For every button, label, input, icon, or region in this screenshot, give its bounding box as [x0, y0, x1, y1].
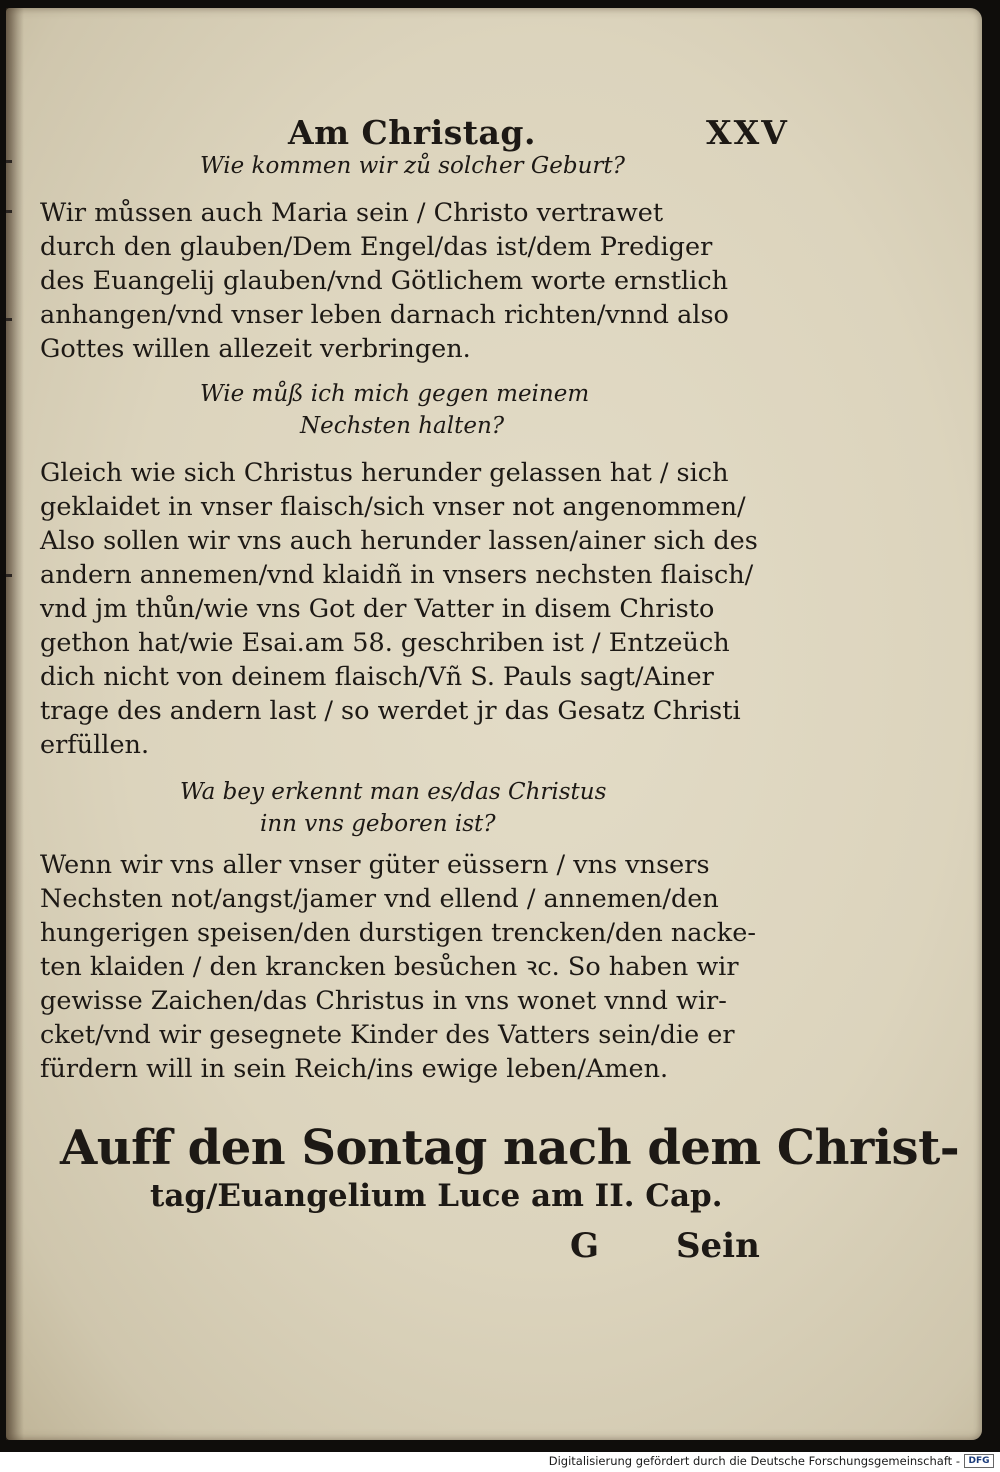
text-line: fürdern will in sein Reich/ins ewige leben/Amen.	[40, 1054, 669, 1084]
text-line: Gottes willen allezeit verbringen.	[40, 334, 471, 364]
text-line: gethon hat/wie Esai.am 58. geschriben ist / Entzeüch	[40, 628, 730, 658]
text-line: erfüllen.	[40, 730, 150, 760]
text-line: Wir můssen auch Maria sein / Christo vertrawet	[40, 198, 664, 228]
text-line: ten klaiden / den krancken besůchen ꝛc. So haben wir	[40, 952, 739, 982]
text-line: Nechsten halten?	[300, 413, 505, 439]
text-line: Wie můß ich mich gegen meinem	[200, 381, 590, 407]
text-line: Nechsten not/angst/jamer vnd ellend / annemen/den	[40, 884, 719, 914]
section-heading: Auff den Sontag nach dem Christ-	[60, 1120, 960, 1176]
text-line: Wenn wir vns aller vnser güter eüssern / vns vnsers	[40, 850, 710, 880]
text-line: Wa bey erkennt man es/das Christus	[180, 779, 607, 805]
text-line: geklaidet in vnser flaisch/sich vnser not angenommen/	[40, 492, 746, 522]
text-line: dich nicht von deinem flaisch/Vñ S. Pauls sagt/Ainer	[40, 662, 714, 692]
margin-mark	[6, 574, 12, 577]
question-heading: Wie kommen wir zů solcher Geburt?	[200, 153, 625, 179]
page-folio: XXV	[706, 113, 789, 152]
question-heading	[180, 776, 606, 840]
text-line: anhangen/vnd vnser leben darnach richten/vnnd also	[40, 300, 729, 330]
text-line: cket/vnd wir gesegnete Kinder des Vatters sein/die er	[40, 1020, 735, 1050]
footer-credit: Digitalisierung gefördert durch die Deutsche Forschungsgemeinschaft -	[548, 1454, 960, 1468]
running-head: Am Christag.	[288, 113, 536, 152]
text-line: gewisse Zaichen/das Christus in vns wonet vnnd wir-	[40, 986, 727, 1016]
text-line: trage des andern last / so werdet jr das Gesatz Christi	[40, 696, 741, 726]
text-line: hungerigen speisen/den durstigen trencken/den nacke-	[40, 918, 756, 948]
text-line: andern annemen/vnd klaidñ in vnsers nechsten flaisch/	[40, 560, 754, 590]
text-line: Gleich wie sich Christus herunder gelassen hat / sich	[40, 458, 729, 488]
paragraph	[40, 848, 756, 1086]
paragraph	[40, 456, 758, 762]
section-subheading: tag/Euangelium Luce am II. Cap.	[150, 1178, 723, 1214]
dfg-logo-icon: DFG	[964, 1454, 994, 1468]
catchword: Sein	[676, 1226, 760, 1266]
margin-mark	[6, 210, 12, 213]
page-gutter-shadow	[6, 8, 24, 1440]
text-line: vnd jm thůn/wie vns Got der Vatter in disem Christo	[40, 594, 715, 624]
paragraph	[40, 196, 729, 366]
text-line: durch den glauben/Dem Engel/das ist/dem Prediger	[40, 232, 713, 262]
signature-mark: G	[570, 1226, 600, 1266]
question-heading	[200, 378, 589, 442]
text-line: Also sollen wir vns auch herunder lassen/ainer sich des	[40, 526, 758, 556]
text-line: des Euangelij glauben/vnd Götlichem worte ernstlich	[40, 266, 729, 296]
margin-mark	[6, 160, 12, 163]
margin-mark	[6, 318, 12, 321]
text-line: inn vns geboren ist?	[260, 811, 496, 837]
